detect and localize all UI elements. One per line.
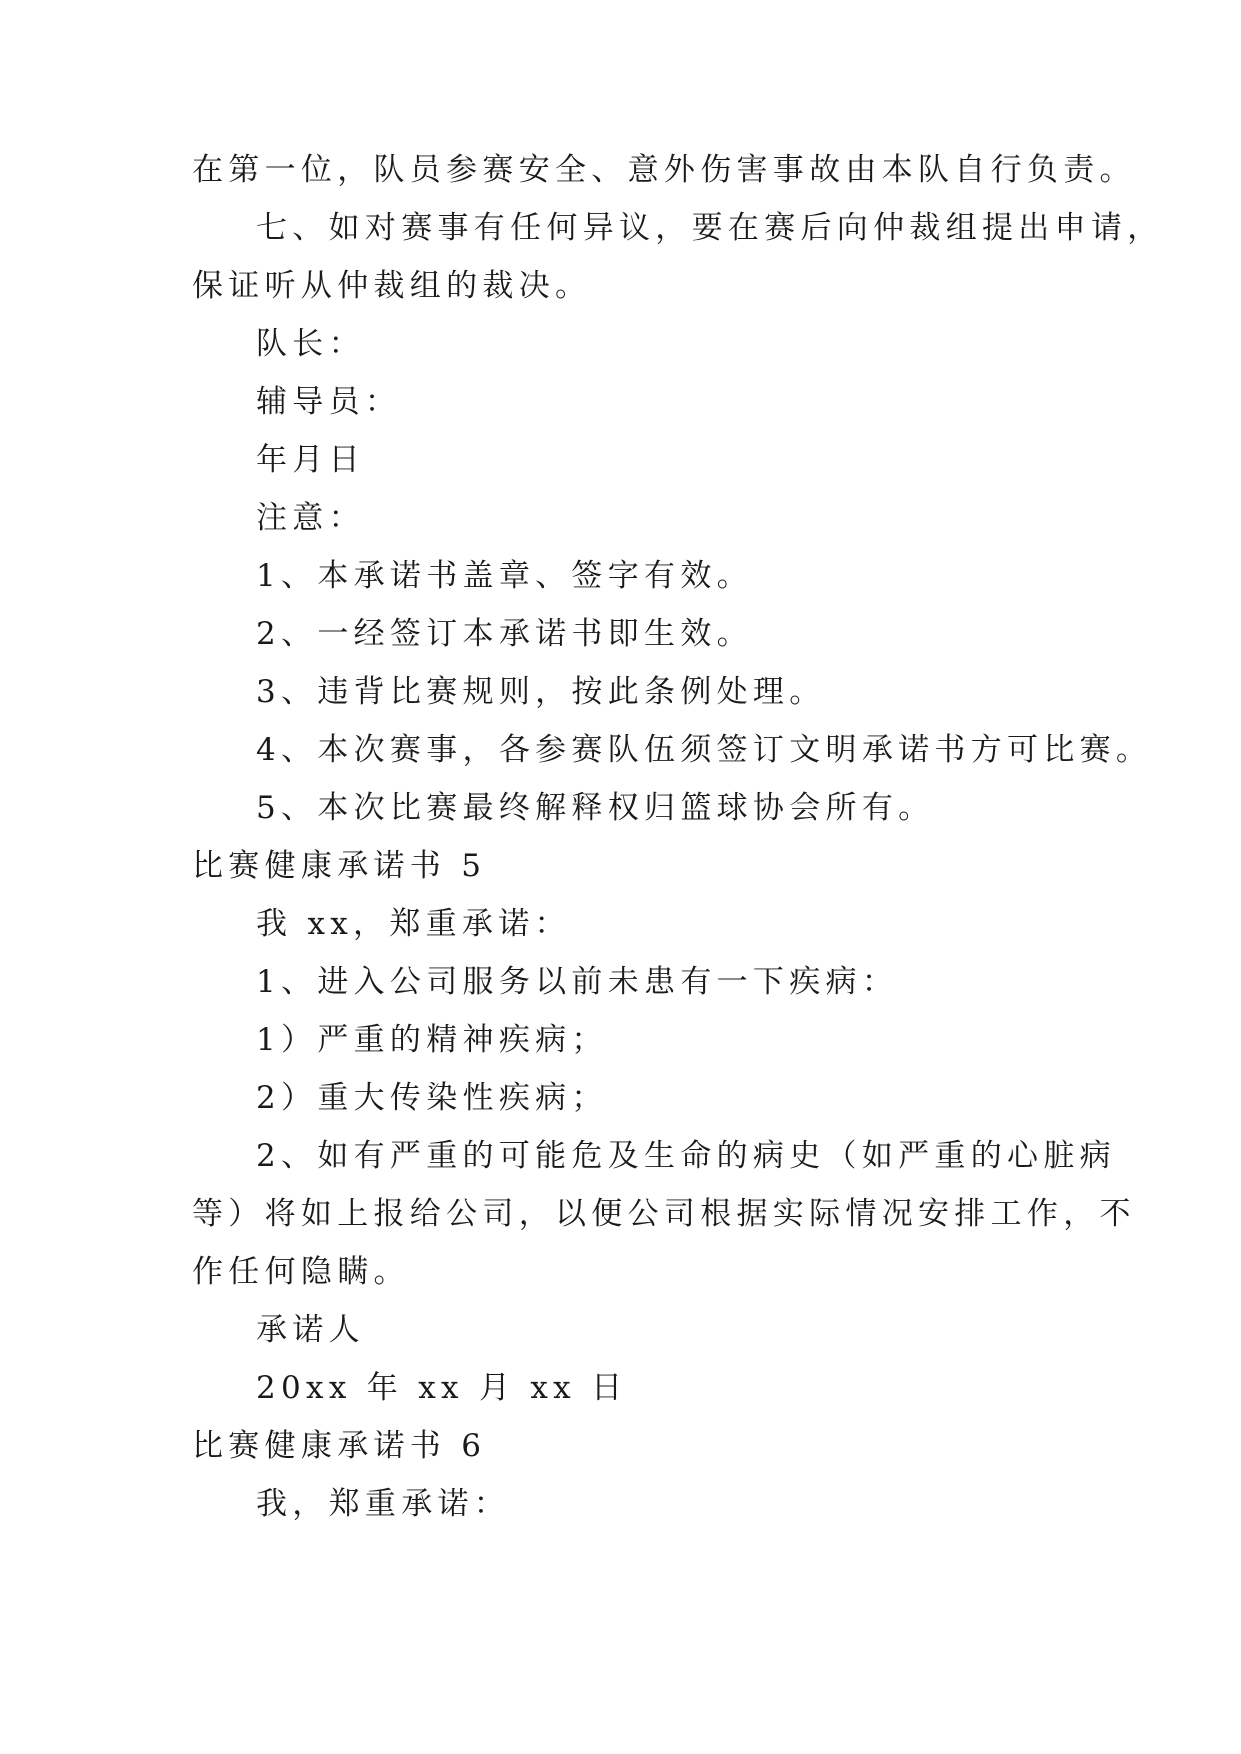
note-item-4: 4、本次赛事，各参赛队伍须签订文明承诺书方可比赛。 <box>256 732 1153 768</box>
pledge-intro: 我 xx，郑重承诺： <box>256 906 571 942</box>
section-heading-5: 比赛健康承诺书 5 <box>192 848 487 884</box>
signature-captain: 队长： <box>256 326 365 362</box>
note-item-3: 3、违背比赛规则，按此条例处理。 <box>256 674 826 710</box>
note-item-2: 2、一经签订本承诺书即生效。 <box>256 616 753 652</box>
pledge-intro-6: 我，郑重承诺： <box>256 1486 511 1522</box>
paragraph-item-7-continuation: 保证听从仲裁组的裁决。 <box>192 268 592 304</box>
notes-heading: 注意： <box>256 500 365 536</box>
pledge-item-1: 1、进入公司服务以前未患有一下疾病： <box>256 964 899 1000</box>
note-item-5: 5、本次比赛最终解释权归篮球协会所有。 <box>256 790 935 826</box>
signature-date: 年月日 <box>256 442 365 478</box>
section-heading-6: 比赛健康承诺书 6 <box>192 1428 487 1464</box>
pledge-subitem-1: 1）严重的精神疾病； <box>256 1022 608 1058</box>
pledge-item-2-end: 作任何隐瞒。 <box>192 1254 410 1290</box>
pledge-date: 20xx 年 xx 月 xx 日 <box>256 1370 628 1406</box>
paragraph-item-7: 七、如对赛事有任何异议，要在赛后向仲裁组提出申请， <box>256 210 1164 246</box>
pledge-item-2-continuation: 等）将如上报给公司，以便公司根据实际情况安排工作，不 <box>192 1196 1136 1232</box>
pledge-item-2: 2、如有严重的可能危及生命的病史（如严重的心脏病 <box>256 1138 1116 1174</box>
note-item-1: 1、本承诺书盖章、签字有效。 <box>256 558 753 594</box>
pledge-subitem-2: 2）重大传染性疾病； <box>256 1080 608 1116</box>
pledger-signature: 承诺人 <box>256 1312 365 1348</box>
signature-counselor: 辅导员： <box>256 384 402 420</box>
paragraph-continuation: 在第一位，队员参赛安全、意外伤害事故由本队自行负责。 <box>192 152 1136 188</box>
